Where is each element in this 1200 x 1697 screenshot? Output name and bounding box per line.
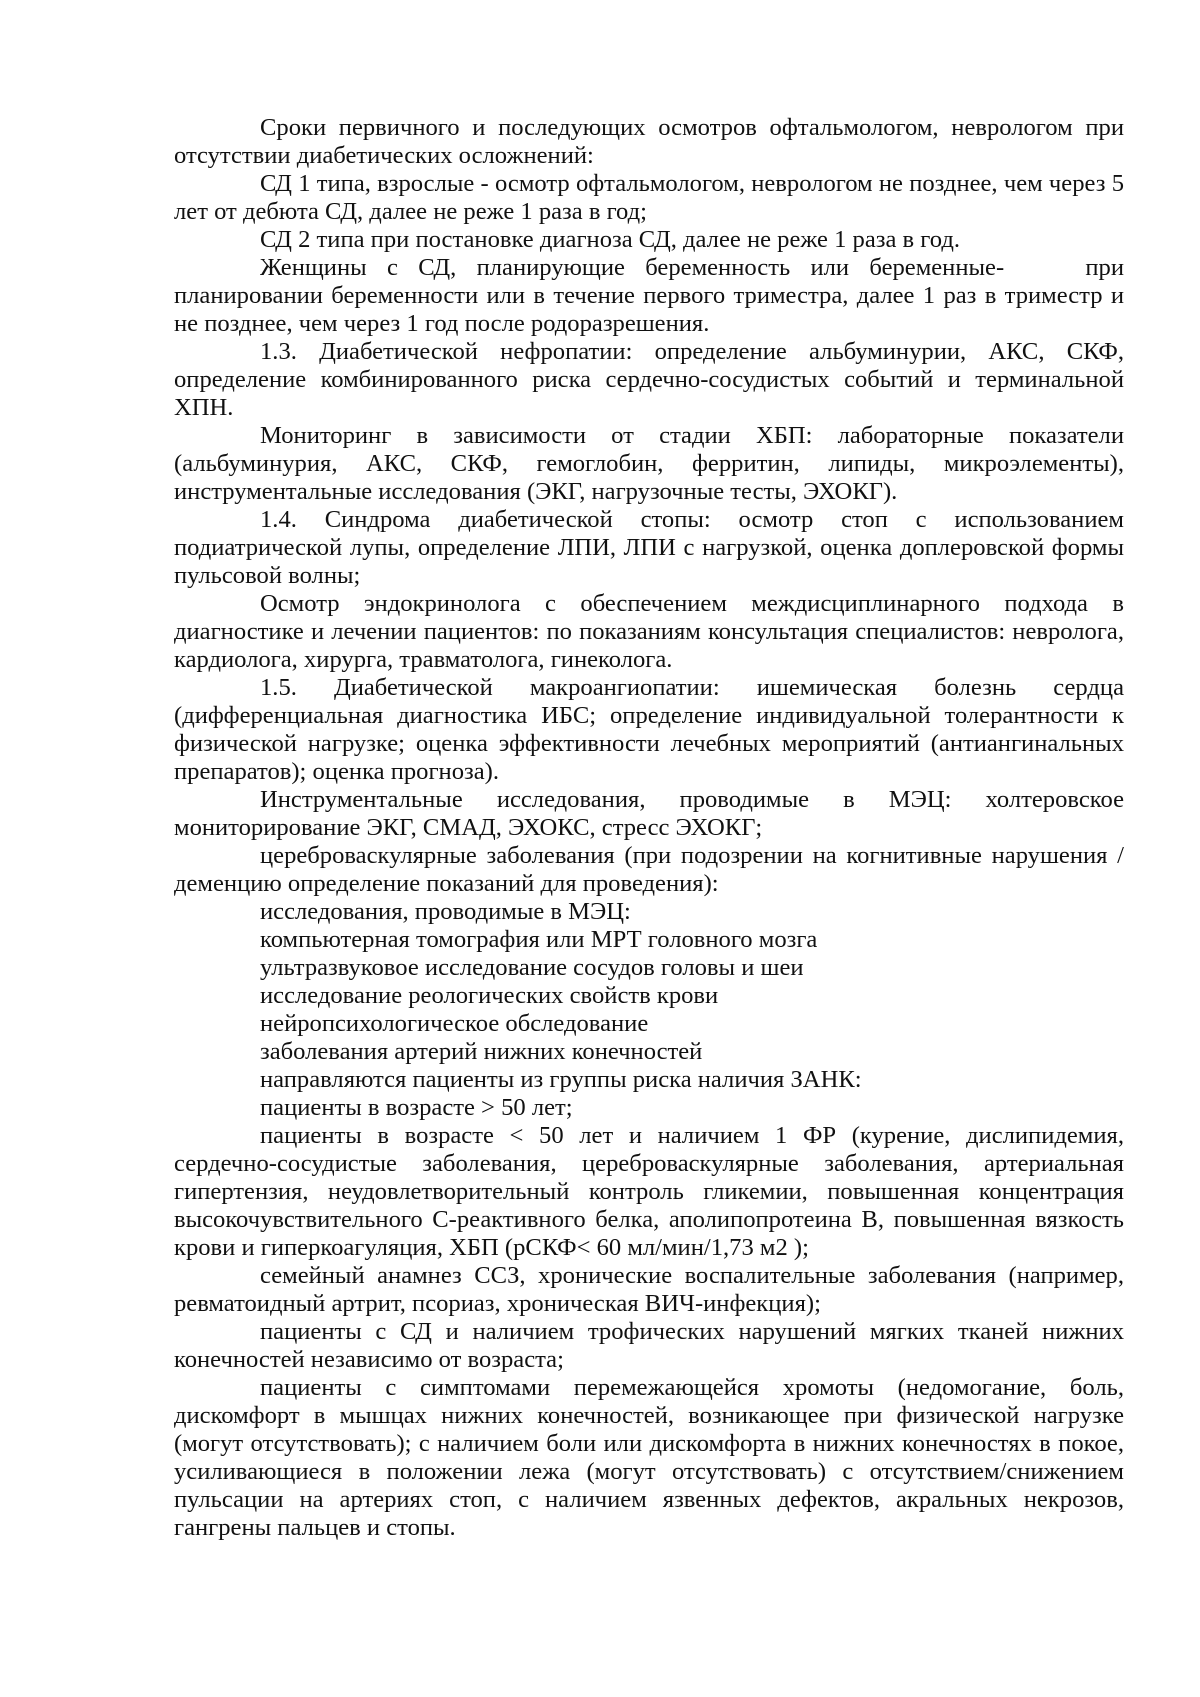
paragraph-cerebrovascular: цереброваскулярные заболевания (при подозрении на когнитивные нарушения / деменцию определение показаний для проведения): <box>174 842 1124 897</box>
list-line: пациенты в возрасте ˃ 50 лет; <box>260 1094 573 1121</box>
list-line: направляются пациенты из группы риска наличия ЗАНК: <box>260 1066 862 1093</box>
document-page <box>174 114 1124 1542</box>
paragraph-family-history: семейный анамнез ССЗ, хронические воспалительные заболевания (например, ревматоидный артрит, псориаз, хроническая ВИЧ-инфекция); <box>174 1262 1124 1317</box>
list-line: нейропсихологическое обследование <box>260 1010 649 1037</box>
paragraph-pregnancy: Женщины с СД, планирующие беременность или беременные- при планировании беременности или в течение первого триместра, далее 1 раз в триместр и не позднее, чем через 1 год после родоразрешения. <box>174 254 1124 337</box>
paragraph-ckd-monitoring: Мониторинг в зависимости от стадии ХБП: лабораторные показатели (альбуминурия, АКС, СКФ, гемоглобин, ферритин, липиды, микроэлементы), инструментальные исследования (ЭКГ, нагрузочные тесты, ЭХОКГ). <box>174 422 1124 505</box>
paragraph-risk-under-50: пациенты в возрасте < 50 лет и наличием 1 ФР (курение, дислипидемия, сердечно-сосудистые заболевания, цереброваскулярные заболевания, артериальная гипертензия, неудовлетворительный контроль гликемии, повышенная концентрация высокочувствительного С-реактивного белка, аполипопротеина В, повышенная вязкость крови и гиперкоагуляция, ХБП (рСКФ< 60 мл/мин/1,73 м2 ); <box>174 1122 1124 1261</box>
list-line: исследования, проводимые в МЭЦ: <box>260 898 631 925</box>
paragraph-trophic-disorders: пациенты с СД и наличием трофических нарушений мягких тканей нижних конечностей независимо от возраста; <box>174 1318 1124 1373</box>
paragraph-exam-schedule-intro: Сроки первичного и последующих осмотров офтальмологом, неврологом при отсутствии диабетических осложнений: <box>174 114 1124 169</box>
paragraph-endocrinologist: Осмотр эндокринолога с обеспечением междисциплинарного подхода в диагностике и лечении пациентов: по показаниям консультация специалистов: невролога, кардиолога, хирурга, травматолога, гинеколога. <box>174 590 1124 673</box>
list-line: компьютерная томография или МРТ головного мозга <box>260 926 818 953</box>
paragraph-nephropathy: 1.3. Диабетической нефропатии: определение альбуминурии, АКС, СКФ, определение комбинированного риска сердечно-сосудистых событий и терминальной ХПН. <box>174 338 1124 421</box>
paragraph-diabetic-foot: 1.4. Синдрома диабетической стопы: осмотр стоп с использованием подиатрической лупы, определение ЛПИ, ЛПИ с нагрузкой, оценка доплеровской формы пульсовой волны; <box>174 506 1124 589</box>
paragraph-type1-adults: СД 1 типа, взрослые - осмотр офтальмологом, неврологом не позднее, чем через 5 лет от дебюта СД, далее не реже 1 раза в год; <box>174 170 1124 225</box>
paragraph-instrumental-studies: Инструментальные исследования, проводимые в МЭЦ: холтеровское мониторирование ЭКГ, СМАД, ЭХОКС, стресс ЭХОКГ; <box>174 786 1124 841</box>
list-line: исследование реологических свойств крови <box>260 982 719 1009</box>
paragraph-type2: СД 2 типа при постановке диагноза СД, далее не реже 1 раза в год. <box>260 226 961 253</box>
list-line: заболевания артерий нижних конечностей <box>260 1038 703 1065</box>
list-line: ультразвуковое исследование сосудов головы и шеи <box>260 954 804 981</box>
paragraph-macroangiopathy: 1.5. Диабетической макроангиопатии: ишемическая болезнь сердца (дифференциальная диагностика ИБС; определение индивидуальной толерантности к физической нагрузке; оценка эффективности лечебных мероприятий (антиангинальных препаратов); оценка прогноза). <box>174 674 1124 785</box>
paragraph-claudication: пациенты с симптомами перемежающейся хромоты (недомогание, боль, дискомфорт в мышцах нижних конечностей, возникающее при физической нагрузке (могут отсутствовать); с наличием боли или дискомфорта в нижних конечностях в покое, усиливающиеся в положении лежа (могут отсутствовать) с отсутствием/снижением пульсации на артериях стоп, с наличием язвенных дефектов, акральных некрозов, гангрены пальцев и стопы. <box>174 1374 1124 1541</box>
